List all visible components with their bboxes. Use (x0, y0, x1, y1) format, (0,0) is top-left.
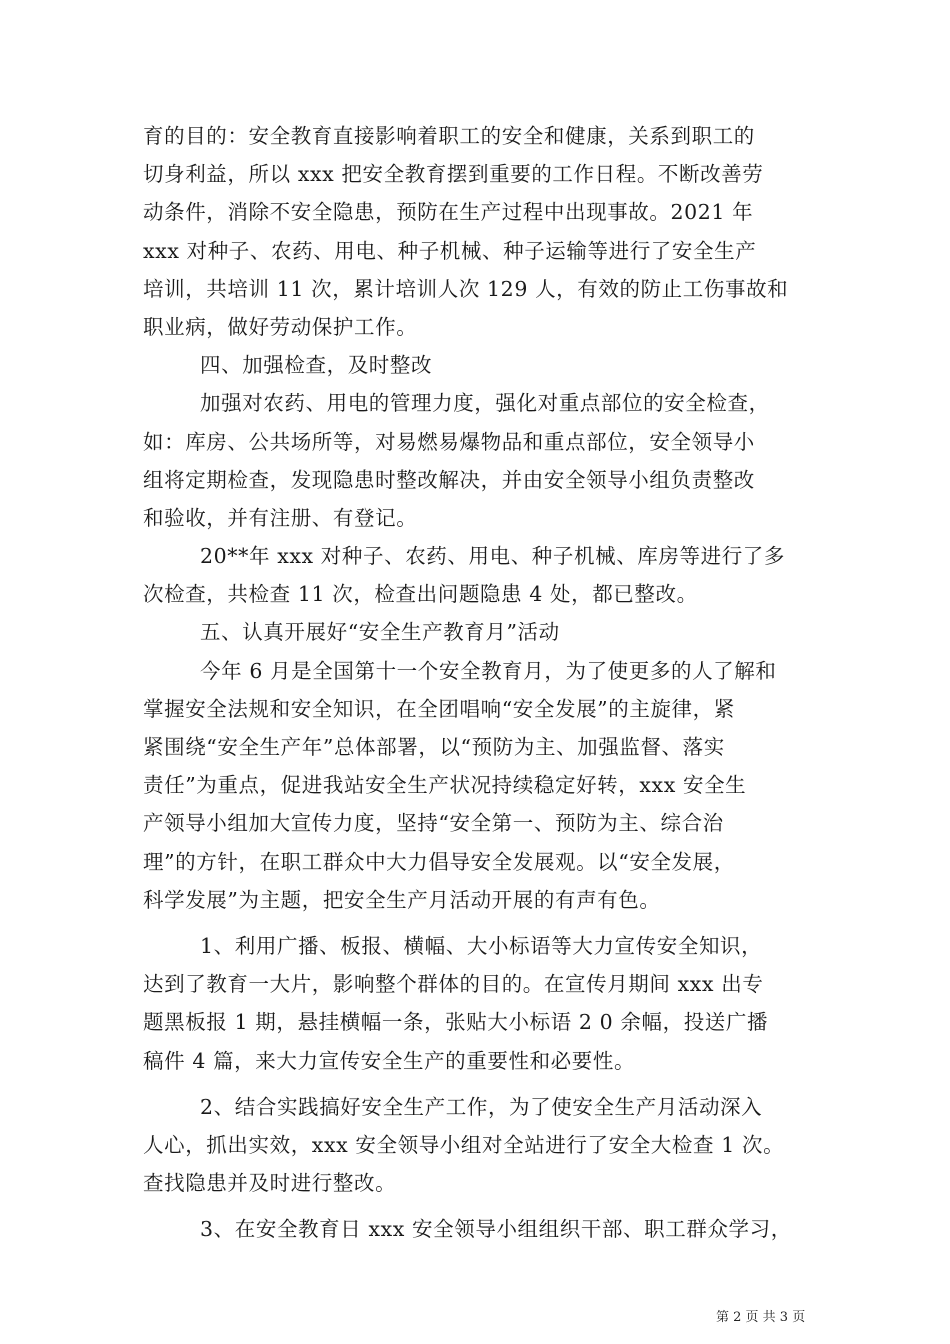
section-heading: 五、认真开展好“安全生产教育月”活动 (200, 620, 560, 645)
paragraph-first-line: 加强对农药、用电的管理力度，强化对重点部位的安全检查， (200, 391, 770, 416)
text-line: 组将定期检查，发现隐患时整改解决，并由安全领导小组负责整改 (143, 467, 755, 492)
text-line: 职业病，做好劳动保护工作。 (143, 314, 418, 339)
text-line: 育的目的：安全教育直接影响着职工的安全和健康，关系到职工的 (143, 124, 755, 148)
text-line: 查找隐患并及时进行整改。 (143, 1171, 397, 1196)
list-item-first-line: 3、在安全教育日 xxx 安全领导小组组织干部、职工群众学习， (200, 1217, 792, 1242)
text-line: 人心，抓出实效，xxx 安全领导小组对全站进行了安全大检查 1 次。 (143, 1132, 785, 1157)
text-line: 题黑板报 1 期，悬挂横幅一条，张贴大小标语 2 0 余幅，投送广播 (143, 1010, 769, 1035)
text-line: 如：库房、公共场所等，对易燃易爆物品和重点部位，安全领导小 (143, 429, 755, 454)
text-line: xxx 对种子、农药、用电、种子机械、种子运输等进行了安全生产 (143, 238, 757, 263)
page-number-footer: 第 2 页 共 3 页 (716, 1310, 806, 1325)
document-body (143, 117, 823, 1248)
list-item-first-line: 2、结合实践搞好安全生产工作，为了使安全生产月活动深入 (200, 1094, 763, 1119)
text-line: 科学发展”为主题，把安全生产月活动开展的有声有色。 (143, 887, 661, 912)
text-line: 达到了教育一大片，影响整个群体的目的。在宣传月期间 xxx 出专 (143, 972, 764, 997)
text-line: 产领导小组加大宣传力度，坚持“安全第一、预防为主、综合治 (143, 811, 724, 836)
text-line: 培训，共培训 11 次，累计培训人次 129 人，有效的防止工伤事故和 (143, 276, 789, 301)
text-line: 责任”为重点，促进我站安全生产状况持续稳定好转，xxx 安全生 (143, 773, 747, 798)
paragraph-first-line: 20**年 xxx 对种子、农药、用电、种子机械、库房等进行了多 (200, 544, 786, 569)
text-line: 动条件，消除不安全隐患，预防在生产过程中出现事故。2021 年 (143, 200, 754, 225)
paragraph-first-line: 今年 6 月是全国第十一个安全教育月，为了使更多的人了解和 (200, 658, 777, 683)
text-line: 理”的方针，在职工群众中大力倡导安全发展观。以“安全发展， (143, 849, 735, 874)
text-line: 紧围绕“安全生产年”总体部署，以“预防为主、加强监督、落实 (143, 735, 725, 759)
text-line: 稿件 4 篇，来大力宣传安全生产的重要性和必要性。 (143, 1048, 636, 1073)
section-heading: 四、加强检查，及时整改 (200, 353, 433, 378)
text-line: 和验收，并有注册、有登记。 (143, 505, 418, 530)
text-line: 切身利益，所以 xxx 把安全教育摆到重要的工作日程。不断改善劳 (143, 162, 764, 187)
text-line: 次检查，共检查 11 次，检查出问题隐患 4 处，都已整改。 (143, 582, 698, 607)
text-line: 掌握安全法规和安全知识，在全团唱响“安全发展”的主旋律，紧 (143, 696, 735, 721)
list-item-first-line: 1、利用广播、板报、横幅、大小标语等大力宣传安全知识， (200, 933, 763, 958)
